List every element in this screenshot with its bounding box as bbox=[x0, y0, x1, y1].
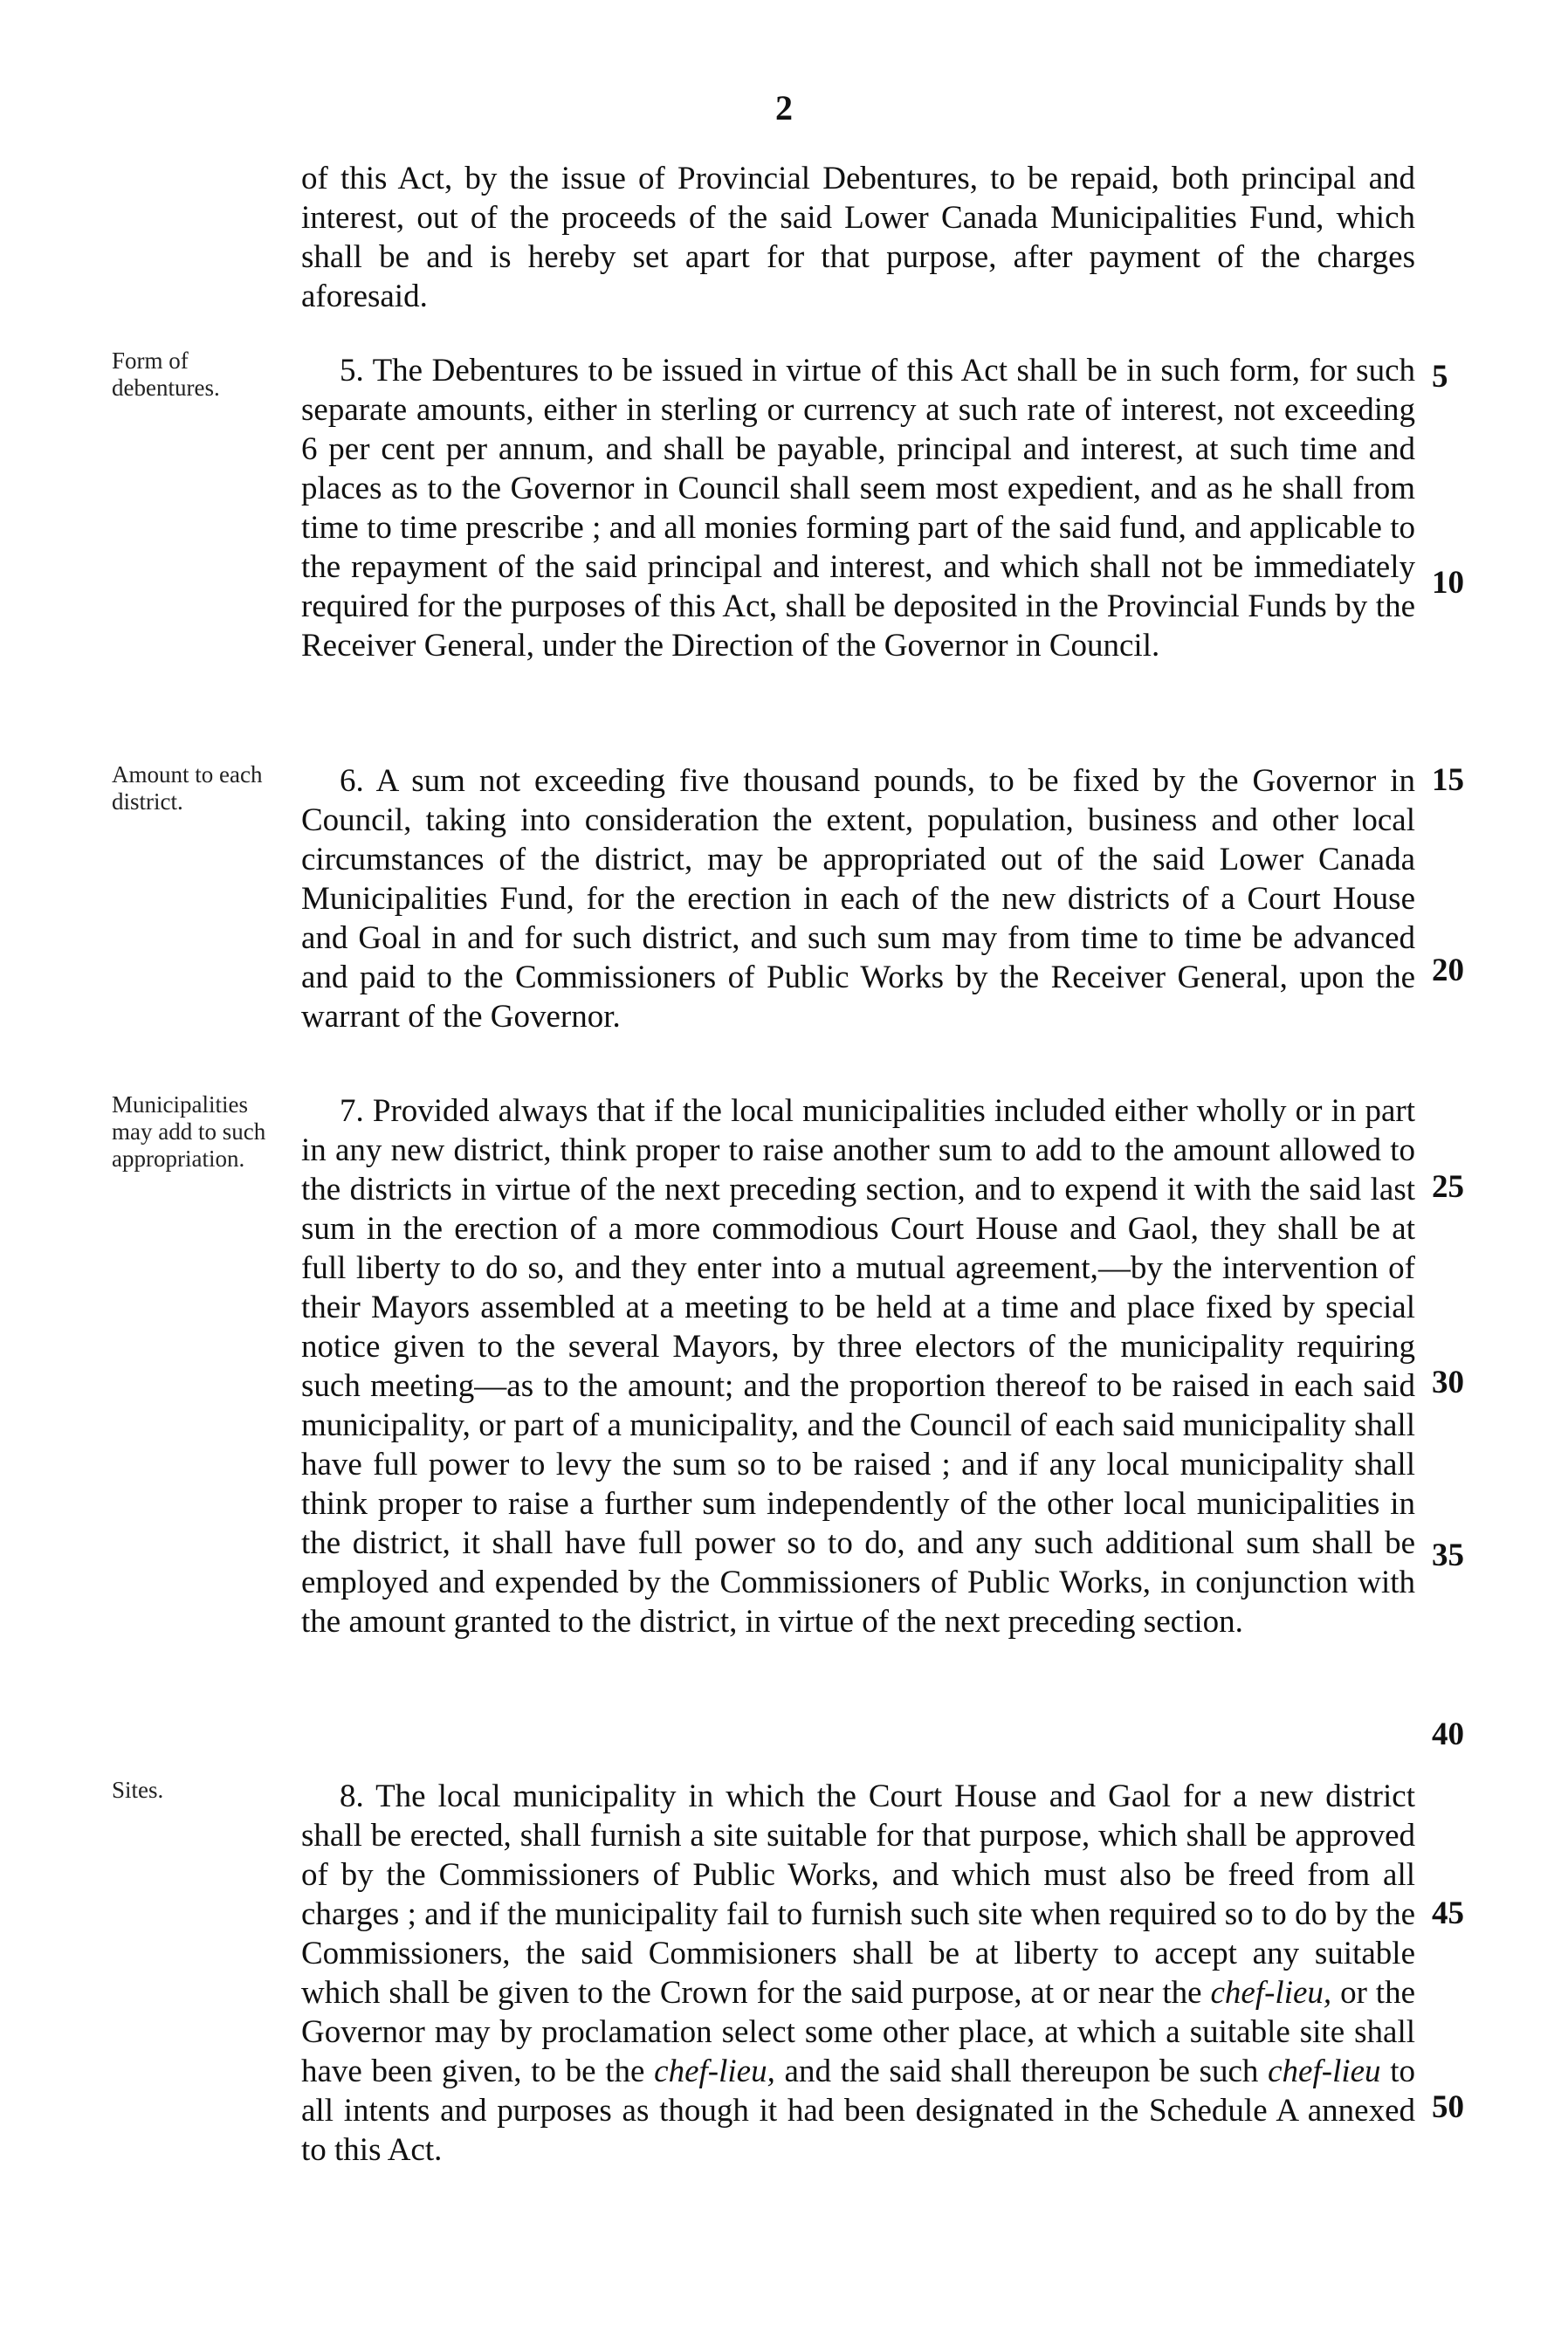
line-number: 20 bbox=[1432, 953, 1464, 988]
section-7 bbox=[301, 1091, 1415, 1641]
section-text-italic-chef-lieu-1: chef-lieu, bbox=[1210, 1975, 1332, 2011]
line-number: 40 bbox=[1432, 1717, 1464, 1752]
section-text: Provided always that if the local municipalities included either wholly or in part in any new district, think proper to raise another sum to add to the amount allowed to the districts in virtue of the next preceding section, and to expend it with the said last sum in the erection of a more commodious Court House and Gaol, they shall be at full liberty to do so, and they enter into a mutual agreement,—by the intervention of their Mayors assembled at a meeting to be held at a time and place fixed by special notice given to the several Mayors, by three electors of the municipality requiring such meeting—as to the amount; and the proportion thereof to be raised in each said municipality, or part of a municipality, and the Council of each said municipality shall have full power to levy the sum so to be raised ; and if any local municipality shall think proper to raise a further sum independently of the other local municipalities in the district, it shall have full power so to do, and any such additional sum shall be employed and expended by the Commissioners of Public Works, in conjunction with the amount granted to the district, in virtue of the next preceding section. bbox=[301, 1093, 1415, 1640]
section-8 bbox=[301, 1777, 1415, 2170]
section-text-italic-chef-lieu-3: chef-lieu bbox=[1268, 2054, 1381, 2089]
section-number: 8. bbox=[340, 1778, 364, 1814]
section-number: 5. bbox=[340, 353, 364, 389]
line-number: 30 bbox=[1432, 1365, 1464, 1400]
line-number: 5 bbox=[1432, 359, 1448, 395]
margin-note-sites: Sites. bbox=[112, 1777, 164, 1803]
line-number: 15 bbox=[1432, 762, 1464, 798]
section-text: A sum not exceeding five thousand pounds, to be fixed by the Governor in Council, taking into consideration the extent, population, business and other local circumstances of the district, may be appropriated out of the said Lower Canada Municipalities Fund, for the erection in each of the new districts of a Court House and Goal in and for such district, and such sum may from time to time be advanced and paid to the Commissioners of Public Works by the Receiver General, upon the warrant of the Governor. bbox=[301, 763, 1415, 1035]
margin-note-form-of-debentures: Form of debentures. bbox=[112, 347, 220, 401]
section-text-part-2: or the Governor may by proclamation select some other place, at which a suitable site shall have been given, to be the bbox=[301, 1975, 1415, 2089]
intro-paragraph: of this Act, by the issue of Provincial Debentures, to be repaid, both principal and interest, out of the proceeds of the said Lower Canada Municipalities Fund, which shall be and is hereby set apart for that purpose, after payment of the charges aforesaid. bbox=[301, 161, 1415, 314]
line-number: 45 bbox=[1432, 1895, 1464, 1931]
section-text-part-3: and the said shall thereupon be such bbox=[784, 2054, 1259, 2089]
section-text-italic-chef-lieu-2: chef-lieu, bbox=[654, 2054, 775, 2089]
section-text-part-4: to all intents and purposes as though it had been designated in the Schedule A annexed to this Act. bbox=[301, 2054, 1416, 2168]
section-number: 7. bbox=[340, 1093, 364, 1129]
margin-note-amount-to-district: Amount to each district. bbox=[112, 761, 263, 815]
line-number: 10 bbox=[1432, 565, 1464, 601]
section-6 bbox=[301, 761, 1415, 1036]
section-text-part-1: The local municipality in which the Court House and Gaol for a new district shall be erected, shall furnish a site suitable for that purpose, which shall be approved of by the Commissioners of Public Works, and which must also be freed from all charges ; and if the municipality fail to furnish such site when required so to do by the Commissioners, the said Commisioners shall be at liberty to accept any suitable which shall be given to the Crown for the said purpose, at or near the bbox=[301, 1778, 1415, 2011]
line-number: 25 bbox=[1432, 1169, 1464, 1205]
line-number: 50 bbox=[1432, 2089, 1464, 2125]
section-5 bbox=[301, 351, 1415, 665]
page-number: 2 bbox=[775, 88, 793, 127]
section-text: The Debentures to be issued in virtue of this Act shall be in such form, for such separate amounts, either in sterling or currency at such rate of interest, not exceeding 6 per cent per annum, and shall be payable, principal and interest, at such time and places as to the Governor in Council shall seem most expedient, and as he shall from time to time prescribe ; and all monies forming part of the said fund, and applicable to the repayment of the said principal and interest, and which shall not be immediately required for the purposes of this Act, shall be deposited in the Provincial Funds by the Receiver General, under the Direction of the Governor in Council. bbox=[301, 353, 1415, 664]
line-number: 35 bbox=[1432, 1538, 1464, 1573]
margin-note-municipalities-may-add: Municipalities may add to such appropriation. bbox=[112, 1091, 266, 1172]
section-number: 6. bbox=[340, 763, 364, 799]
